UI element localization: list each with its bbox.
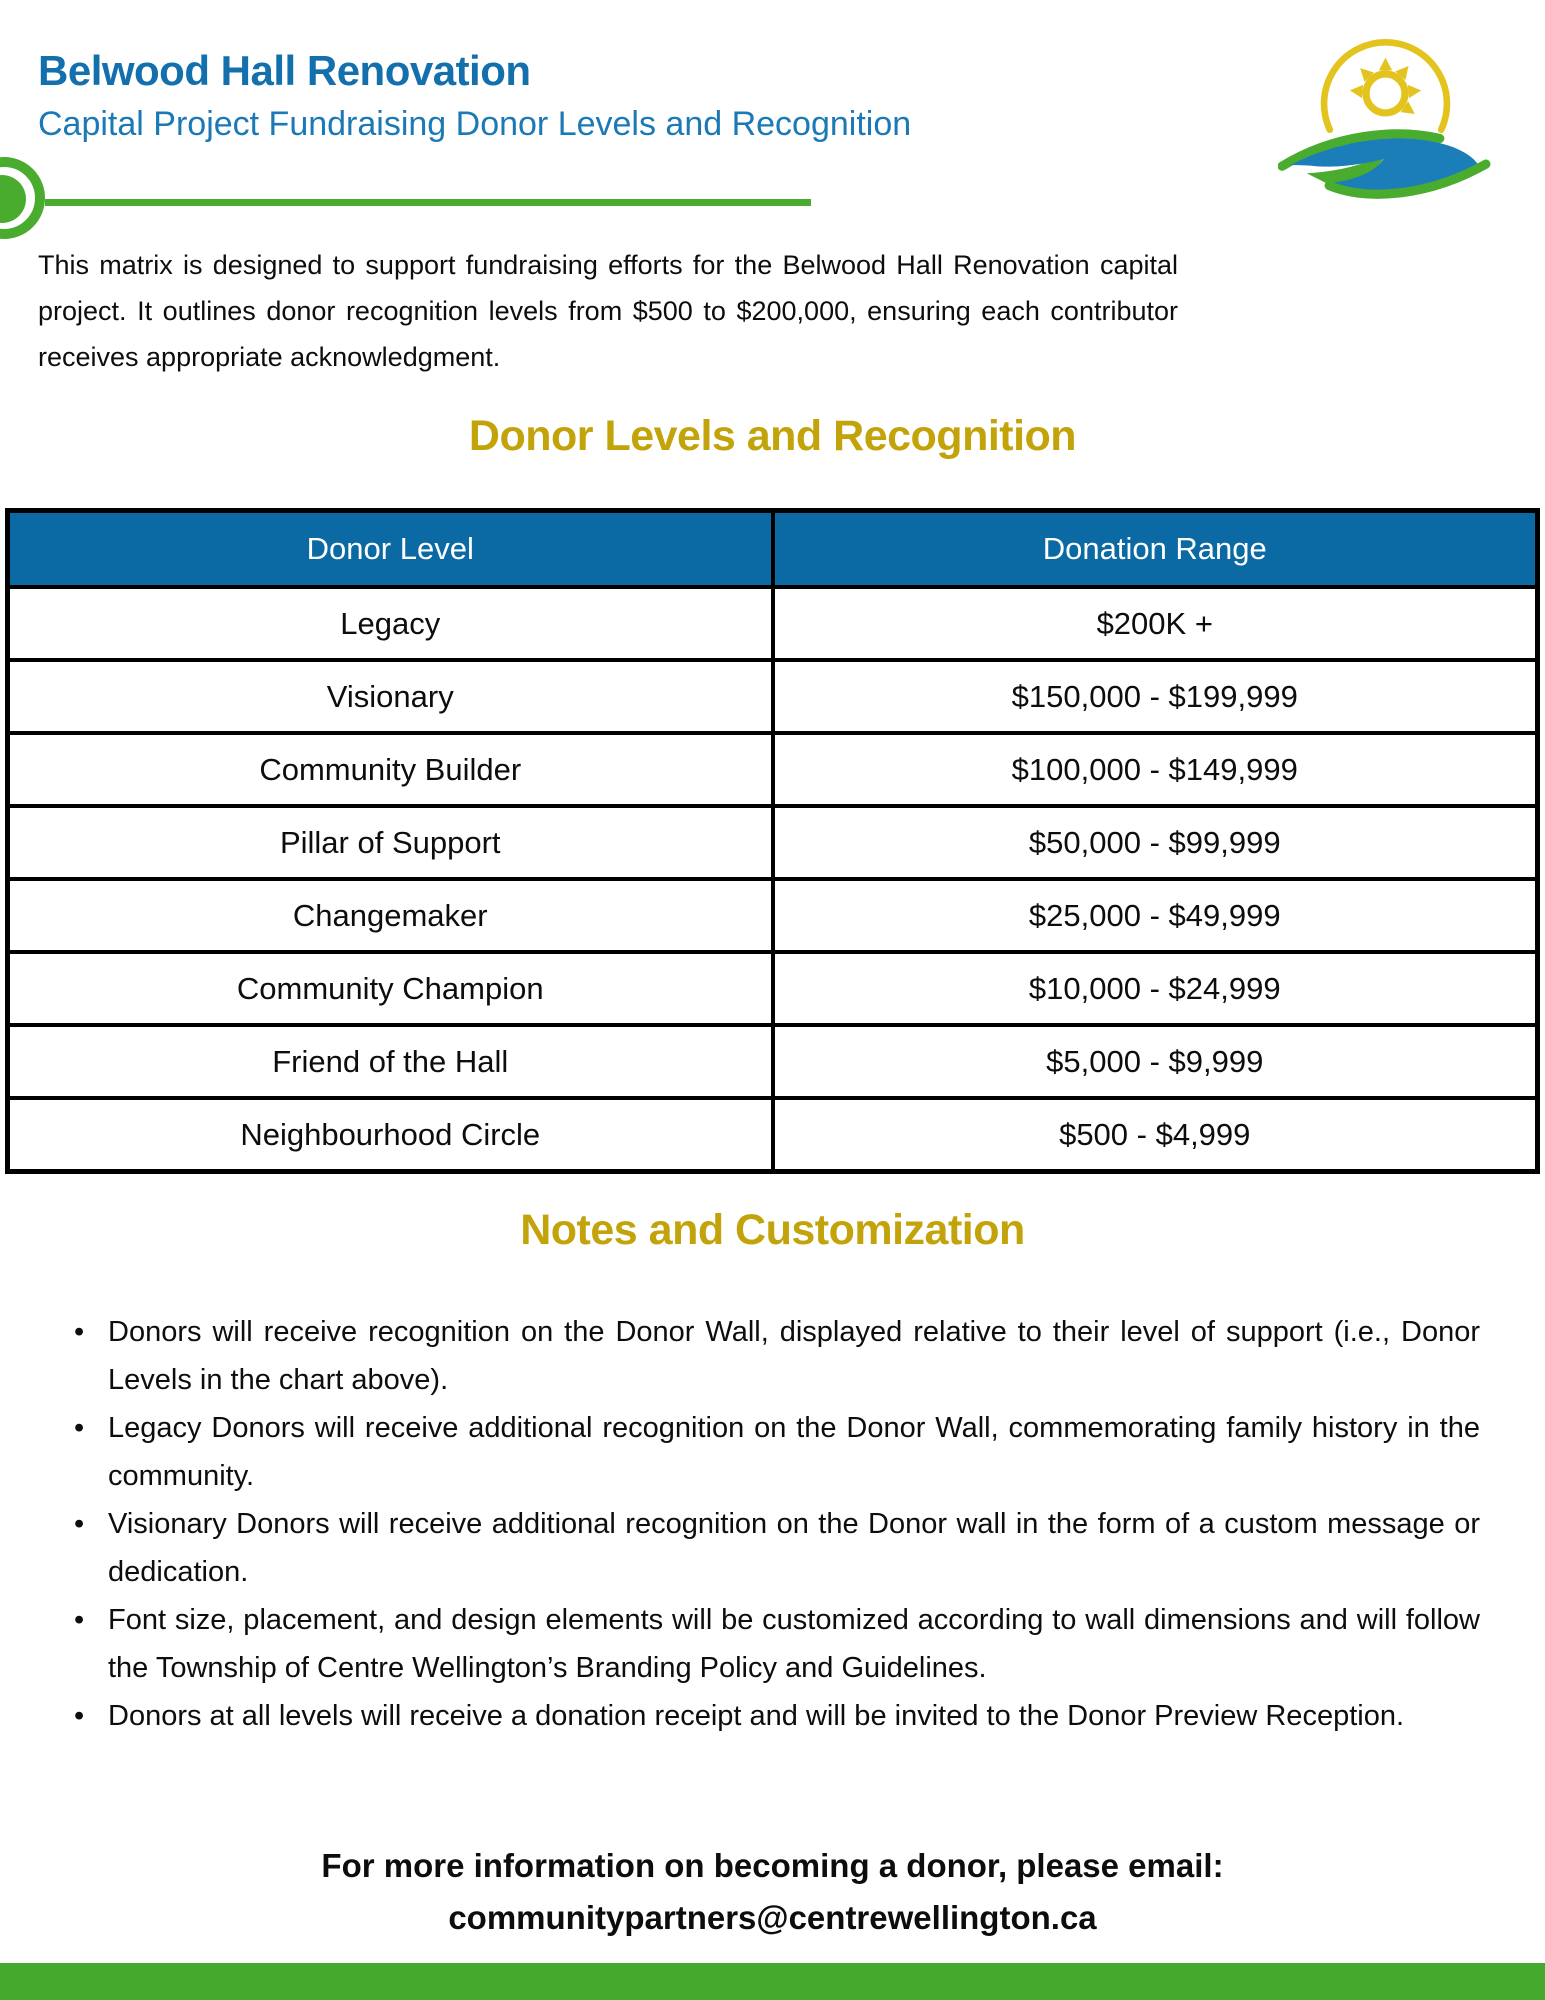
centre-wellington-logo xyxy=(1278,28,1493,206)
list-item: • Donors at all levels will receive a donation receipt and will be invited to the Donor Preview Reception. xyxy=(70,1692,1480,1740)
table-row xyxy=(8,1025,1538,1098)
sun-icon xyxy=(1324,42,1447,129)
donor-level-cell: Legacy xyxy=(8,587,773,660)
donation-range-cell: $25,000 - $49,999 xyxy=(773,879,1538,952)
river-icon xyxy=(1282,134,1486,198)
table-row xyxy=(8,587,1538,660)
donation-range-cell: $100,000 - $149,999 xyxy=(773,733,1538,806)
notes-heading: Notes and Customization xyxy=(520,1206,1025,1254)
table-row xyxy=(8,879,1538,952)
column-header-donation-range: Donation Range xyxy=(773,511,1538,588)
list-item: • Font size, placement, and design elements will be customized according to wall dimensions and will follow the Township of Centre Wellington’s Branding Policy and Guidelines. xyxy=(70,1596,1480,1692)
page-title: Belwood Hall Renovation xyxy=(38,47,531,94)
green-divider-line xyxy=(45,199,811,206)
notes-list xyxy=(70,1308,1480,1740)
donation-range-cell: $200K + xyxy=(773,587,1538,660)
donor-level-cell: Visionary xyxy=(8,660,773,733)
table-row xyxy=(8,806,1538,879)
donor-level-cell: Community Builder xyxy=(8,733,773,806)
donor-level-cell: Changemaker xyxy=(8,879,773,952)
donation-range-cell: $500 - $4,999 xyxy=(773,1098,1538,1172)
table-row xyxy=(8,952,1538,1025)
bottom-green-bar xyxy=(0,1963,1545,2000)
donation-range-cell: $150,000 - $199,999 xyxy=(773,660,1538,733)
footer-contact xyxy=(0,1840,1545,1944)
table-row xyxy=(8,660,1538,733)
table-row xyxy=(8,1098,1538,1172)
donor-level-cell: Friend of the Hall xyxy=(8,1025,773,1098)
page-subtitle: Capital Project Fundraising Donor Levels and Recognition xyxy=(38,105,912,143)
donor-level-cell: Pillar of Support xyxy=(8,806,773,879)
intro-paragraph: This matrix is designed to support fundraising efforts for the Belwood Hall Renovation capital project. It outlines donor recognition levels from $500 to $200,000, ensuring each contributor receives appropriate acknowledgment. xyxy=(38,250,1178,372)
donor-table xyxy=(5,508,1540,1174)
donor-level-cell: Neighbourhood Circle xyxy=(8,1098,773,1172)
list-item: • Visionary Donors will receive additional recognition on the Donor wall in the form of a custom message or dedication. xyxy=(70,1500,1480,1596)
donor-levels-heading: Donor Levels and Recognition xyxy=(468,412,1077,460)
list-item: • Legacy Donors will receive additional recognition on the Donor Wall, commemorating family history in the community. xyxy=(70,1404,1480,1500)
donation-range-cell: $50,000 - $99,999 xyxy=(773,806,1538,879)
footer-email: communitypartners@centrewellington.ca xyxy=(448,1899,1097,1936)
table-header-row xyxy=(8,511,1538,588)
donation-range-cell: $5,000 - $9,999 xyxy=(773,1025,1538,1098)
donation-range-cell: $10,000 - $24,999 xyxy=(773,952,1538,1025)
list-item: • Donors will receive recognition on the Donor Wall, displayed relative to their level of support (i.e., Donor Levels in the chart above). xyxy=(70,1308,1480,1404)
column-header-donor-level: Donor Level xyxy=(8,511,773,588)
table-row xyxy=(8,733,1538,806)
donor-level-cell: Community Champion xyxy=(8,952,773,1025)
footer-contact-text: For more information on becoming a donor, please email: xyxy=(321,1847,1224,1884)
